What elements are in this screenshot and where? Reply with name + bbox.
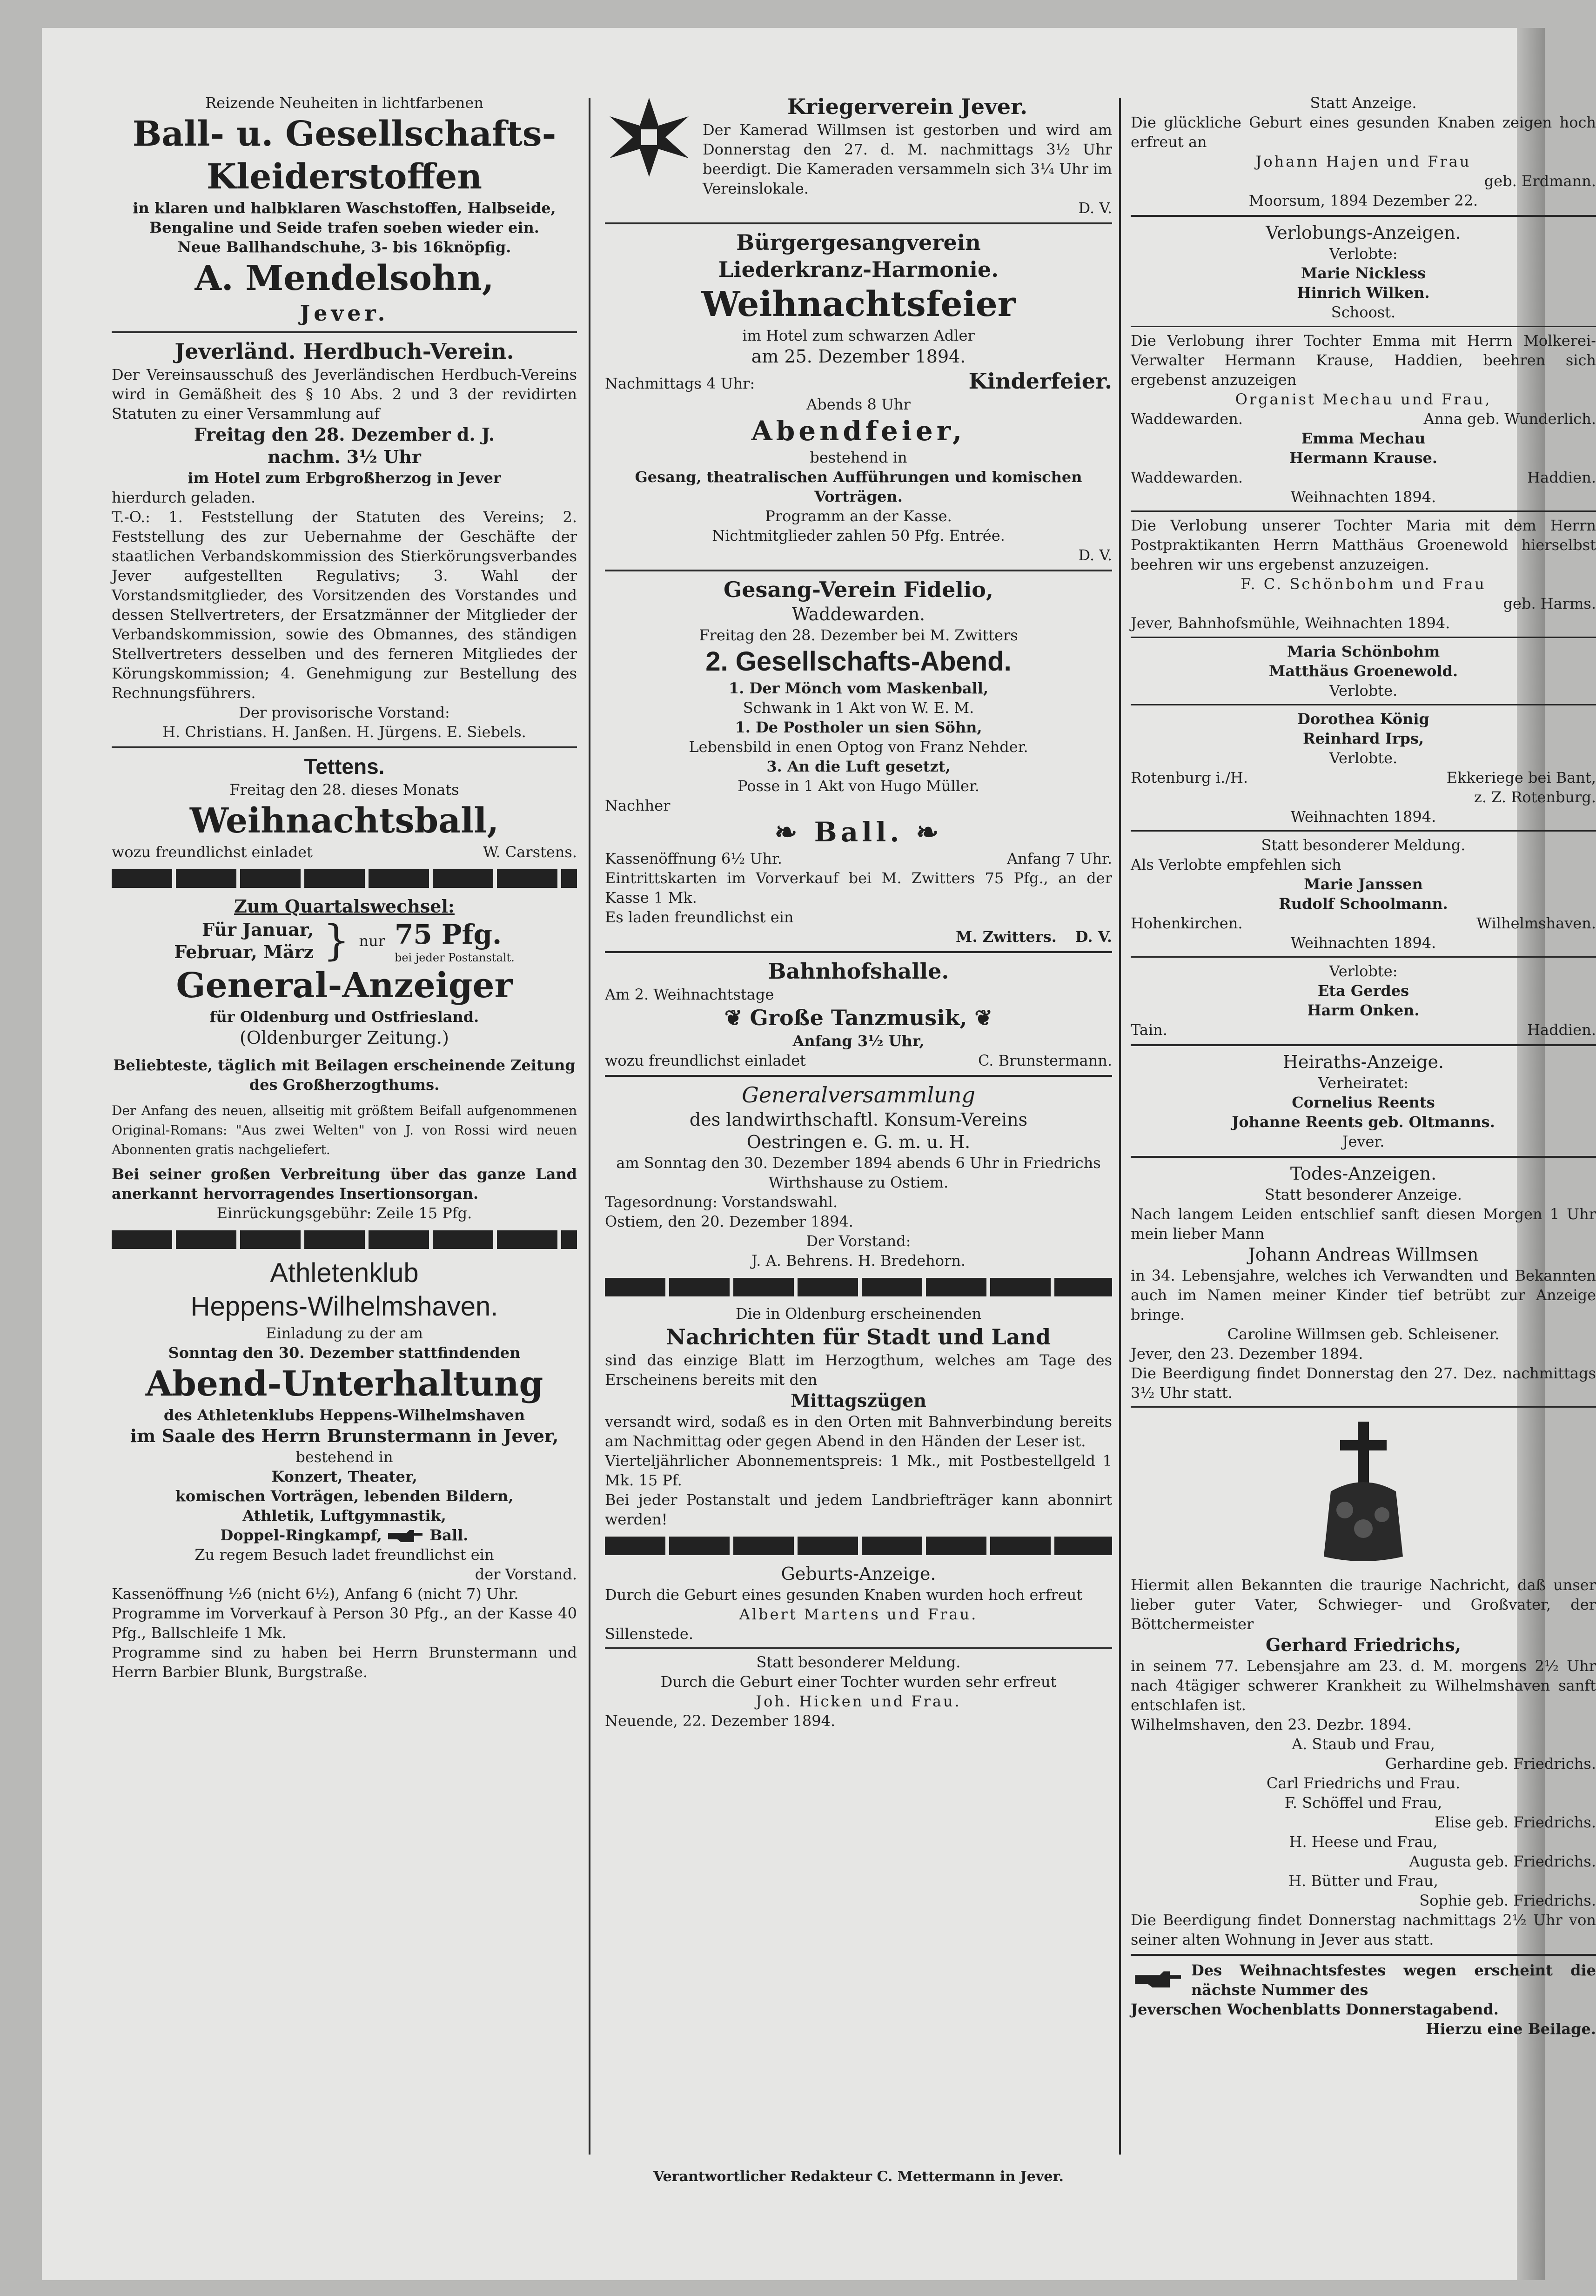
ad-event: 2. Gesellschafts-Abend. — [705, 646, 1012, 677]
ad-name: Harm Onken. — [1307, 1001, 1420, 1019]
ad-names: Johann Hajen und Frau — [1255, 153, 1471, 170]
family-member: H. Heese und Frau, — [1289, 1833, 1438, 1851]
ad-tettens — [112, 753, 577, 862]
iron-cross-icon — [605, 93, 693, 181]
ad-text: Als Verlobte empfehlen sich — [1131, 856, 1341, 873]
ad-start: Anfang 3½ Uhr, — [792, 1032, 925, 1050]
program-item: Konzert, Theater, — [271, 1468, 417, 1485]
program-desc: Posse in 1 Akt von Hugo Müller. — [738, 777, 979, 795]
ad-text: hierdurch geladen. — [112, 489, 256, 506]
ad-text: Die Verlobung unserer Tochter Maria mit dem Herrn Postpraktikanten Herrn Matthäus Groenewold hierselbst beehren wir uns ergebenst anzuzeigen. — [1131, 517, 1596, 573]
agenda: T.-O.: 1. Feststellung der Statuten des Vereins; 2. Feststellung des zur Uebernahme der Geschäfte der staatlichen Verbandskommission des Stierkörungsverbandes Jever aufgestellten Regulativs; 3. Wahl der Vorstandsmitglieder, des Vorsitzenden des Vorstandes und dessen Stellvertreters, der Ersatzmänner der Mitglieder der Verbandskommission, sowie des Obmannes, des ständigen Stellvertreters desselben und des ferneren Mitgliedes der Körungskommission; 4. Genehmigung zur Bestellung des Rechnungsführers. — [112, 508, 577, 702]
divider — [1131, 510, 1596, 512]
ad-text: Programm an der Kasse. — [765, 507, 952, 525]
column-left — [112, 93, 577, 2159]
price: 75 Pfg. — [394, 919, 502, 950]
ad-general-anzeiger — [112, 895, 577, 1223]
ad-town: Ekkeriege bei Bant, — [1446, 769, 1596, 786]
ad-start: Anfang 7 Uhr. — [1007, 850, 1112, 867]
ad-burial: Die Beerdigung findet Donnerstag nachmittags 2½ Uhr von seiner alten Wohnung in Jever aus statt. — [1131, 1911, 1596, 1948]
ad-agenda: Tagesordnung: Vorstandswahl. — [605, 1193, 838, 1211]
separator-bar — [112, 869, 577, 888]
ad-mendelsohn — [112, 93, 577, 327]
ad-name: Marie Janssen — [1304, 875, 1423, 893]
editor-line: Verantwortlicher Redakteur C. Mettermann in Jever. — [653, 2168, 1064, 2185]
ad-name: Cornelius Reents — [1292, 1094, 1435, 1111]
ad-title: Athletenklub — [270, 1258, 419, 1288]
family-member: Sophie geb. Friedrichs. — [1419, 1892, 1596, 1909]
ad-verlobung-5 — [1131, 835, 1596, 953]
ad-text: Nach langem Leiden entschlief sanft diesen Morgen 1 Uhr mein lieber Mann — [1131, 1205, 1596, 1242]
column-rule — [1119, 98, 1121, 2155]
paper-novel: Der Anfang des neuen, allseitig mit größtem Beifall aufgenommenen Original-Romans: "Aus zwei Welten" von J. von Rossi wird neuen Abonnenten gratis nachgeliefert. — [112, 1103, 577, 1157]
ad-signer: W. Carstens. — [483, 843, 577, 861]
program-item: Athletik, Luftgymnastik, — [242, 1507, 446, 1524]
divider — [605, 1647, 1112, 1649]
months: Februar, März — [174, 941, 314, 962]
board-label: Der provisorische Vorstand: — [239, 704, 450, 721]
ad-signer: M. Zwitters. — [956, 928, 1057, 946]
ad-dateline: Jever, Bahnhofsmühle, Weihnachten 1894. — [1131, 614, 1450, 632]
ornament-icon: ❧ — [774, 816, 814, 848]
ad-signer: C. Brunstermann. — [978, 1052, 1112, 1069]
ad-name: Reinhard Irps, — [1302, 730, 1424, 747]
ad-town: Waddewarden. — [1131, 410, 1243, 428]
ad-text: bestehend in — [295, 1448, 393, 1466]
ad-geburt-martens — [605, 1563, 1112, 1644]
ad-names: Organist Mechau und Frau, — [1235, 390, 1492, 408]
ad-liederkranz — [605, 229, 1112, 565]
paper-claim: Beliebteste, täglich mit Beilagen erscheinende Zeitung des Großherzogthums. — [113, 1056, 576, 1094]
ad-subevent — [605, 815, 1112, 849]
ad-athleten — [112, 1256, 577, 1682]
ad-verlobung-3 — [1131, 516, 1596, 700]
family-member: A. Staub und Frau, — [1292, 1735, 1435, 1753]
ad-subevent: Kinderfeier. — [968, 369, 1112, 394]
ad-heirat — [1131, 1051, 1596, 1151]
ad-title: Liederkranz-Harmonie. — [718, 257, 999, 282]
ad-date: Freitag den 28. dieses Monats — [229, 781, 459, 799]
program-desc: Lebensbild in enen Optog von Franz Nehder. — [689, 738, 1028, 756]
separator-bar — [605, 1278, 1112, 1296]
months: Für Januar, — [202, 919, 314, 940]
ad-date: Weihnachten 1894. — [1290, 808, 1436, 826]
ad-text: in 34. Lebensjahre, welches ich Verwandten und Bekannten auch im Namen meiner Kinder tief betrübt zur Anzeige bringe. — [1131, 1267, 1596, 1323]
ad-text: Der Vereinsausschuß des Jeverländischen Herdbuch-Vereins wird in Gemäßheit des § 10 Abs. 2 und 3 der revidirten Statuten zu einer Versammlung auf — [112, 366, 577, 423]
ad-text: versandt wird, sodaß es in den Orten mit Bahnverbindung bereits am Nachmittag oder gegen Abend in den Händen der Leser ist. — [605, 1413, 1112, 1450]
ad-invite: wozu freundlichst einladet — [605, 1052, 806, 1069]
ad-fidelio — [605, 576, 1112, 947]
ad-name: Johann Andreas Willmsen — [1248, 1244, 1479, 1265]
board-names: J. A. Behrens. H. Bredehorn. — [751, 1252, 966, 1269]
ad-title: Heppens-Wilhelmshaven. — [190, 1291, 498, 1322]
separator-bar — [112, 1230, 577, 1249]
ad-subevent: Abendfeier, — [751, 415, 966, 447]
paper-fee: Einrückungsgebühr: Zeile 15 Pfg. — [216, 1204, 472, 1222]
ad-place: Tettens. — [304, 754, 385, 779]
ad-org: des landwirthschaftl. Konsum-Vereins — [689, 1109, 1028, 1130]
firm-name: A. Mendelsohn, — [194, 258, 494, 298]
ad-time: Nachmittags 4 Uhr: — [605, 375, 755, 392]
board-label: Der Vorstand: — [806, 1232, 911, 1250]
divider — [1131, 830, 1596, 832]
ad-nee: Anna geb. Wunderlich. — [1423, 410, 1596, 428]
ad-date: Sonntag den 30. Dezember stattfindenden — [168, 1344, 521, 1362]
ad-label: Verlobte: — [1329, 962, 1398, 980]
ad-date: am Sonntag den 30. Dezember 1894 abends 6 Uhr in Friedrichs Wirthshause zu Ostiem. — [616, 1154, 1101, 1191]
ad-name: Dorothea König — [1297, 710, 1429, 728]
ad-name: Gerhard Friedrichs, — [1265, 1634, 1462, 1655]
ad-names: Joh. Hicken und Frau. — [756, 1692, 961, 1710]
ad-town: Tain. — [1131, 1021, 1167, 1039]
ad-title: Bahnhofshalle. — [768, 959, 949, 984]
ad-text: Die glückliche Geburt eines gesunden Knaben zeigen hoch erfreut an — [1131, 114, 1596, 151]
ad-text: Hiermit allen Bekannten die traurige Nachricht, daß unser lieber guter Vater, Schwieger- und Großvater, der Böttchermeister — [1131, 1576, 1596, 1633]
divider — [605, 570, 1112, 571]
ad-name: Maria Schönbohm — [1287, 643, 1440, 660]
ad-date: am 25. Dezember 1894. — [751, 346, 966, 367]
ornament-icon: ❦ — [724, 1005, 750, 1030]
ad-text: Nachher — [605, 797, 671, 814]
meeting-date: Freitag den 28. Dezember d. J. — [194, 424, 495, 445]
ad-text: sind das einzige Blatt im Herzogthum, welches am Tage des Erscheinens bereits mit den — [605, 1351, 1112, 1389]
ad-tickets: Eintrittskarten im Vorverkauf bei M. Zwitters 75 Pfg., an der Kasse 1 Mk. — [605, 869, 1112, 906]
ad-date: Weihnachten 1894. — [1290, 934, 1436, 952]
section-heading: Todes-Anzeigen. — [1290, 1163, 1437, 1184]
ad-text: Die Verlobung ihrer Tochter Emma mit Herrn Molkerei-Verwalter Hermann Krause, Haddien, beehren sich ergebenst anzuzeigen — [1131, 332, 1596, 389]
ad-herdbuch — [112, 338, 577, 742]
ad-sales: Programme sind zu haben bei Herrn Brunstermann und Herrn Barbier Blunk, Burgstraße. — [112, 1644, 577, 1681]
program-desc: Schwank in 1 Akt von W. E. M. — [743, 699, 974, 717]
ad-invite: wozu freundlichst einladet — [112, 843, 313, 861]
program-item: 1. De Postholer un sien Söhn, — [735, 718, 982, 736]
ad-label: Verheiratet: — [1318, 1074, 1408, 1092]
program-item: 1. Der Mönch vom Maskenball, — [728, 679, 989, 697]
family-member: H. Bütter und Frau, — [1288, 1872, 1438, 1890]
ad-sign: D. V. — [1075, 928, 1112, 946]
section-heading: Heiraths-Anzeige. — [1282, 1052, 1444, 1072]
ad-title: Jeverländ. Herdbuch-Verein. — [174, 339, 514, 364]
divider — [1131, 1954, 1596, 1956]
ad-name: Eta Gerdes — [1317, 982, 1409, 1000]
ad-invite: Es laden freundlichst ein — [605, 908, 794, 926]
family-member: Gerhardine geb. Friedrichs. — [1385, 1755, 1596, 1772]
ad-konsum — [605, 1081, 1112, 1270]
ad-names: F. C. Schönbohm und Frau — [1241, 575, 1486, 593]
ad-title: Statt besonderer Anzeige. — [1265, 1186, 1462, 1203]
ad-signer: der Vorstand. — [475, 1565, 577, 1583]
ad-town: Hohenkirchen. — [1131, 914, 1243, 932]
paper-paren: (Oldenburger Zeitung.) — [240, 1027, 449, 1048]
ad-label: Verlobte. — [1329, 749, 1398, 767]
ad-tod-friedrichs — [1131, 1417, 1596, 1949]
family-member: F. Schöffel und Frau, — [1284, 1794, 1442, 1812]
divider — [1131, 326, 1596, 327]
program-item: komischen Vorträgen, lebenden Bildern, — [175, 1487, 514, 1505]
ornament-icon: ❦ — [967, 1005, 993, 1030]
notice-next-issue — [1131, 1960, 1596, 2039]
program-item: 3. An die Luft gesetzt, — [766, 758, 951, 775]
ad-place: im Hotel zum schwarzen Adler — [742, 327, 975, 344]
ad-name: Matthäus Groenewold. — [1268, 662, 1458, 680]
section-heading: Verlobungs-Anzeigen. — [1266, 222, 1461, 243]
ad-text: Einladung zu der am — [266, 1324, 423, 1342]
ad-krieger — [605, 93, 1112, 218]
ad-title: Statt besonderer Meldung. — [1261, 836, 1466, 854]
ad-label: Verlobte. — [1329, 682, 1398, 699]
ad-town: Sillenstede. — [605, 1625, 693, 1643]
pointing-hand-icon — [387, 1528, 424, 1545]
program-item: Ball. — [429, 1526, 469, 1544]
ad-town: z. Z. Rotenburg. — [1474, 788, 1596, 806]
ad-names: Albert Martens und Frau. — [739, 1605, 978, 1623]
newspaper-page — [42, 28, 1596, 2280]
ball-label: Ball. — [814, 816, 903, 848]
divider — [1131, 1156, 1596, 1158]
pointing-hand-icon — [1131, 1969, 1187, 1991]
ad-text: Zu regem Besuch ladet freundlichst ein — [194, 1546, 494, 1564]
ad-tod-willmsen — [1131, 1185, 1596, 1403]
divider — [1131, 956, 1596, 958]
separator-bar — [605, 1537, 1112, 1555]
ad-town: Wilhelmshaven. — [1476, 914, 1596, 932]
notice-text: Jeverschen Wochenblatts Donnerstagabend. — [1131, 2001, 1499, 2018]
divider — [1131, 1406, 1596, 1408]
paper-title: General-Anzeiger — [176, 966, 513, 1006]
ad-heading: Zum Quartalswechsel: — [234, 896, 455, 917]
town-name: Jever. — [300, 301, 389, 326]
ad-town: Waddewarden. — [1131, 469, 1243, 486]
ad-text: in seinem 77. Lebensjahre am 23. d. M. morgens 2½ Uhr nach 4tägiger schwerer Krankheit zu Wilhelmshaven sanft entschlafen ist. — [1131, 1657, 1596, 1714]
ad-text: bestehend in — [810, 449, 907, 466]
meeting-time: nachm. 3½ Uhr — [268, 446, 421, 467]
ad-title: Kleiderstoffen — [206, 157, 483, 197]
ad-nachrichten — [605, 1304, 1112, 1529]
price-only: nur — [359, 932, 385, 950]
divider — [1131, 704, 1596, 705]
divider — [605, 951, 1112, 953]
family-member: Augusta geb. Friedrichs. — [1409, 1853, 1596, 1870]
ad-dateline: Ostiem, den 20. Dezember 1894. — [605, 1213, 853, 1230]
ad-title: Kriegerverein Jever. — [787, 94, 1028, 119]
ad-sign: D. V. — [1078, 546, 1112, 564]
ad-doors: Kassenöffnung ½6 (nicht 6½), Anfang 6 (nicht 7) Uhr. — [112, 1585, 519, 1603]
family-member: Elise geb. Friedrichs. — [1434, 1813, 1596, 1831]
ad-title: Statt besonderer Meldung. — [756, 1653, 961, 1671]
ad-text: Nichtmitglieder zahlen 50 Pfg. Entrée. — [712, 527, 1005, 544]
ad-name: Rudolf Schoolmann. — [1279, 895, 1448, 913]
ad-geburt-hicken — [605, 1652, 1112, 1731]
ad-intro: Reizende Neuheiten in lichtfarbenen — [205, 94, 483, 112]
ad-post: Bei jeder Postanstalt und jedem Landbriefträger kann abonnirt werden! — [605, 1491, 1112, 1528]
ad-label: Verlobte: — [1329, 245, 1398, 262]
ad-widow: Caroline Willmsen geb. Schleisener. — [1227, 1325, 1500, 1343]
ad-title: Weihnachtsball, — [189, 801, 499, 841]
paper-spread: Bei seiner großen Verbreitung über das ganze Land anerkannt hervorragendes Insertionsorgan. — [112, 1165, 577, 1202]
ad-place: im Saale des Herrn Brunstermann in Jever, — [130, 1425, 559, 1446]
ad-date: Weihnachten 1894. — [1290, 488, 1436, 506]
ad-burial: Die Beerdigung findet Donnerstag den 27. Dez. nachmittags 3½ Uhr statt. — [1131, 1364, 1596, 1402]
ad-town: Waddewarden. — [791, 604, 925, 624]
ad-price: Vierteljährlicher Abonnementspreis: 1 Mk., mit Postbestellgeld 1 Mk. 15 Pf. — [605, 1452, 1112, 1489]
ad-title: Ball- u. Gesellschafts- — [132, 114, 557, 154]
ad-text: Der Kamerad Willmsen ist gestorben und wird am Donnerstag den 27. d. M. nachmittags 3½ Uhr beerdigt. Die Kameraden versammeln sich 3¼ Uhr im Vereinslokale. — [703, 121, 1112, 197]
ad-verlobung-1 — [1131, 244, 1596, 322]
ad-title: Gesang-Verein Fidelio, — [724, 577, 993, 602]
ad-event: Abend-Unterhaltung — [145, 1364, 543, 1404]
ad-nee: geb. Erdmann. — [1484, 172, 1596, 190]
paper-title: Nachrichten für Stadt und Land — [666, 1324, 1051, 1349]
column-rule — [589, 98, 590, 2155]
ad-title: Statt Anzeige. — [1310, 94, 1417, 112]
ad-name: Johanne Reents geb. Oltmanns. — [1232, 1113, 1495, 1131]
ad-town: Schoost. — [1331, 303, 1396, 321]
notice-text: Des Weihnachtsfestes wegen erscheint die nächste Nummer des — [1191, 1961, 1596, 1999]
ad-org: Oestringen e. G. m. u. H. — [746, 1132, 971, 1152]
ad-dateline: Wilhelmshaven, den 23. Dezbr. 1894. — [1131, 1716, 1412, 1733]
ad-title: Geburts-Anzeige. — [781, 1564, 936, 1584]
ad-town: Haddien. — [1527, 469, 1596, 486]
ad-verlobung-4 — [1131, 709, 1596, 826]
divider — [112, 331, 577, 333]
ad-name: Hermann Krause. — [1289, 449, 1437, 467]
ad-event — [605, 1004, 1112, 1031]
ad-doors: Kassenöffnung 6½ Uhr. — [605, 850, 782, 867]
event-label: Große Tanzmusik, — [750, 1005, 967, 1030]
divider — [605, 1075, 1112, 1077]
ad-hajen — [1131, 93, 1596, 210]
notice-supplement: Hierzu eine Beilage. — [1426, 2020, 1596, 2038]
divider — [1131, 1044, 1596, 1046]
brace-icon: } — [323, 916, 350, 965]
divider — [1131, 215, 1596, 217]
ad-town: Haddien. — [1527, 1021, 1596, 1039]
ad-verlobung-6 — [1131, 961, 1596, 1040]
ad-town: Rotenburg i./H. — [1131, 769, 1248, 786]
ad-presale: Programme im Vorverkauf à Person 30 Pfg., an der Kasse 40 Pfg., Ballschleife 1 Mk. — [112, 1605, 577, 1642]
ad-program: Gesang, theatralischen Aufführungen und komischen Vorträgen. — [635, 468, 1082, 505]
divider — [605, 222, 1112, 224]
grave-cross-icon — [1317, 1417, 1410, 1566]
paper-sub: für Oldenburg und Ostfriesland. — [209, 1008, 479, 1026]
ad-dateline: Neuende, 22. Dezember 1894. — [605, 1712, 836, 1730]
program-item: Doppel-Ringkampf, — [220, 1526, 382, 1544]
ad-highlight: Mittagszügen — [791, 1390, 926, 1411]
ad-name: Marie Nickless — [1301, 264, 1426, 282]
ad-time: Abends 8 Uhr — [806, 396, 911, 413]
ornament-icon: ❧ — [903, 816, 943, 848]
ad-sign: D. V. — [1078, 199, 1112, 217]
ad-intro: Die in Oldenburg erscheinenden — [735, 1305, 982, 1323]
ad-title: Generalversammlung — [742, 1082, 975, 1108]
ad-verlobung-2 — [1131, 331, 1596, 507]
ad-text: Durch die Geburt eines gesunden Knaben wurden hoch erfreut — [605, 1586, 1083, 1604]
ad-name: Emma Mechau — [1301, 430, 1426, 447]
divider — [112, 746, 577, 748]
column-right — [1131, 93, 1596, 2159]
ad-dateline: Moorsum, 1894 Dezember 22. — [1248, 192, 1478, 209]
ad-bahnhof — [605, 958, 1112, 1070]
ad-dateline: Jever, den 23. Dezember 1894. — [1131, 1345, 1363, 1363]
ad-text: Neue Ballhandschuhe, 3- bis 16knöpfig. — [177, 238, 511, 256]
board-names: H. Christians. H. Janßen. H. Jürgens. E. Siebels. — [162, 723, 526, 741]
ad-date: Freitag den 28. Dezember bei M. Zwitters — [699, 626, 1018, 644]
ad-title: Bürgergesangverein — [736, 230, 981, 255]
price-note: bei jeder Postanstalt. — [394, 951, 515, 964]
ad-date: Am 2. Weihnachtstage — [605, 986, 774, 1003]
divider — [1131, 637, 1596, 638]
ad-event: Weihnachtsfeier — [701, 284, 1016, 324]
ad-text: in klaren und halbklaren Waschstoffen, Halbseide, Bengaline und Seide trafen soeben wieder ein. — [133, 199, 556, 236]
meeting-place: im Hotel zum Erbgroßherzog in Jever — [188, 469, 501, 487]
ad-town: Jever. — [1342, 1133, 1385, 1150]
column-middle — [605, 93, 1112, 2159]
ad-text: Durch die Geburt einer Tochter wurden sehr erfreut — [660, 1673, 1057, 1691]
family-member: Carl Friedrichs und Frau. — [1266, 1774, 1461, 1792]
ad-club: des Athletenklubs Heppens-Wilhelmshaven — [163, 1406, 525, 1424]
ad-nee: geb. Harms. — [1503, 595, 1596, 612]
ad-name: Hinrich Wilken. — [1297, 284, 1430, 302]
